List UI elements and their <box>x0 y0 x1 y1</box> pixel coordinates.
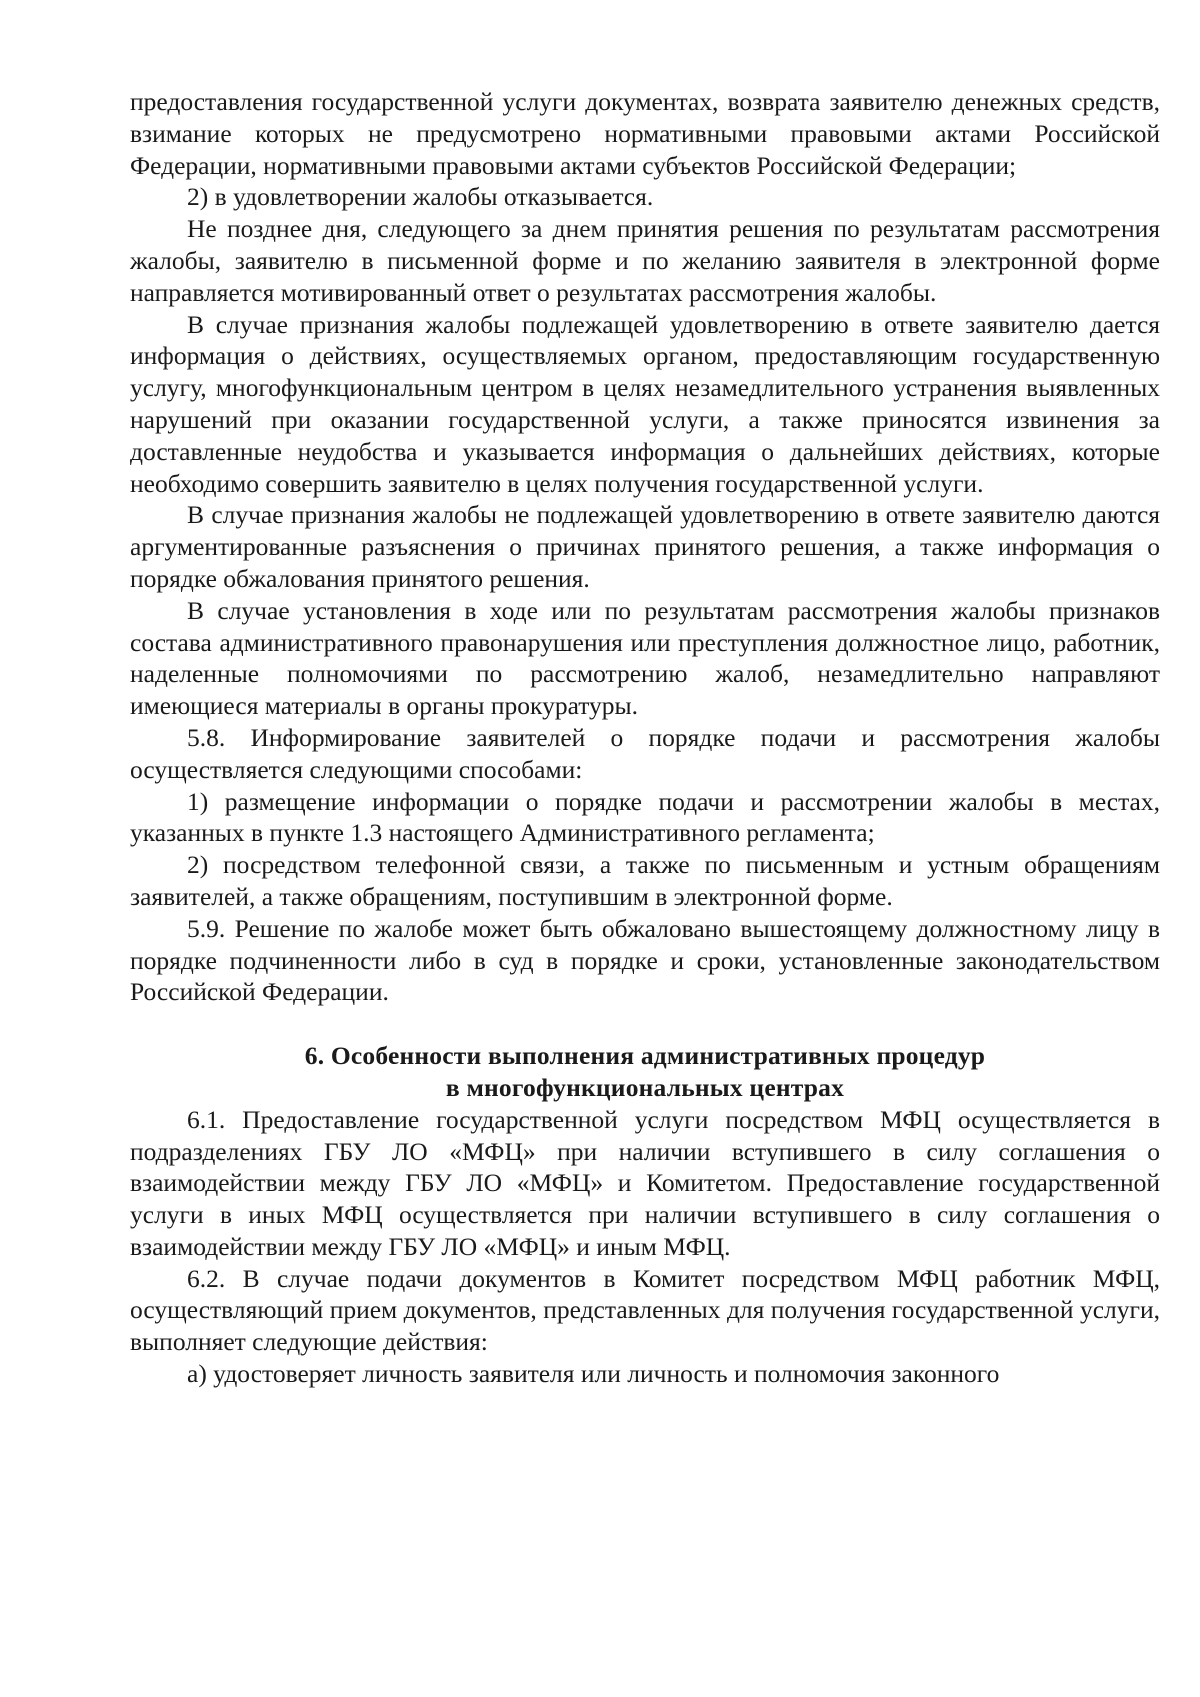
paragraph-complaint-rejected: В случае признания жалобы не подлежащей удовлетворению в ответе заявителю даются аргументированные разъяснения о причинах принятого решения, а также информация о порядке обжалования принятого решения. <box>130 500 1160 593</box>
paragraph-6-2-item-a: а) удостоверяет личность заявителя или личность и полномочия законного <box>187 1359 1000 1389</box>
section-heading-line-2: в многофункциональных центрах <box>445 1072 845 1102</box>
paragraph-6-1: 6.1. Предоставление государственной услуги посредством МФЦ осуществляется в подразделениях ГБУ ЛО «МФЦ» при наличии вступившего в силу соглашения о взаимодействии между ГБУ ЛО «МФЦ» и Комитетом. Предоставление государственной услуги в иных МФЦ осуществляется при наличии вступившего в силу соглашения о взаимодействии между ГБУ ЛО «МФЦ» и иным МФЦ. <box>130 1104 1160 1261</box>
paragraph-6-2: 6.2. В случае подачи документов в Комитет посредством МФЦ работник МФЦ, осуществляющий прием документов, представленных для получения государственной услуги, выполняет следующие действия: <box>130 1263 1160 1357</box>
paragraph-5-9: 5.9. Решение по жалобе может быть обжаловано вышестоящему должностному лицу в порядке подчиненности либо в суд в порядке и сроки, установленные законодательством Российской Федерации. <box>130 913 1160 1007</box>
paragraph-item-2-refusal: 2) в удовлетворении жалобы отказывается. <box>187 182 654 212</box>
section-heading-line-1: 6. Особенности выполнения административных процедур <box>304 1041 986 1071</box>
paragraph-response-deadline: Не позднее дня, следующего за днем принятия решения по результатам рассмотрения жалобы, заявителю в письменной форме и по желанию заявителя в электронной форме направляется мотивированный ответ о результатах рассмотрения жалобы. <box>130 214 1160 307</box>
paragraph-5-8-item-1: 1) размещение информации о порядке подачи и рассмотрении жалобы в местах, указанных в пункте 1.3 настоящего Административного регламента; <box>130 786 1160 848</box>
paragraph-prosecution-referral: В случае установления в ходе или по результатам рассмотрения жалобы признаков состава административного правонарушения или преступления должностное лицо, работник, наделенные полномочиями по рассмотрению жалоб, незамедлительно направляют имеющиеся материалы в органы прокуратуры. <box>130 595 1160 721</box>
paragraph-complaint-satisfied: В случае признания жалобы подлежащей удовлетворению в ответе заявителю дается информация о действиях, осуществляемых органом, предоставляющим государственную услугу, многофункциональным центром в целях незамедлительного устранения выявленных нарушений при оказании государственной услуги, а также приносятся извинения за доставленные неудобства и указывается информация о дальнейших действиях, которые необходимо совершить заявителю в целях получения государственной услуги. <box>130 309 1160 498</box>
document-page <box>130 86 1160 1390</box>
paragraph-5-8-item-2: 2) посредством телефонной связи, а также по письменным и устным обращениям заявителей, а также обращениям, поступившим в электронной форме. <box>130 850 1160 911</box>
paragraph-continuation: предоставления государственной услуги документах, возврата заявителю денежных средств, взимание которых не предусмотрено нормативными правовыми актами Российской Федерации, нормативными правовыми актами субъектов Российской Федерации; <box>130 87 1160 180</box>
section-heading <box>130 1040 1160 1104</box>
paragraph-5-8: 5.8. Информирование заявителей о порядке подачи и рассмотрения жалобы осуществляется следующими способами: <box>130 722 1160 784</box>
